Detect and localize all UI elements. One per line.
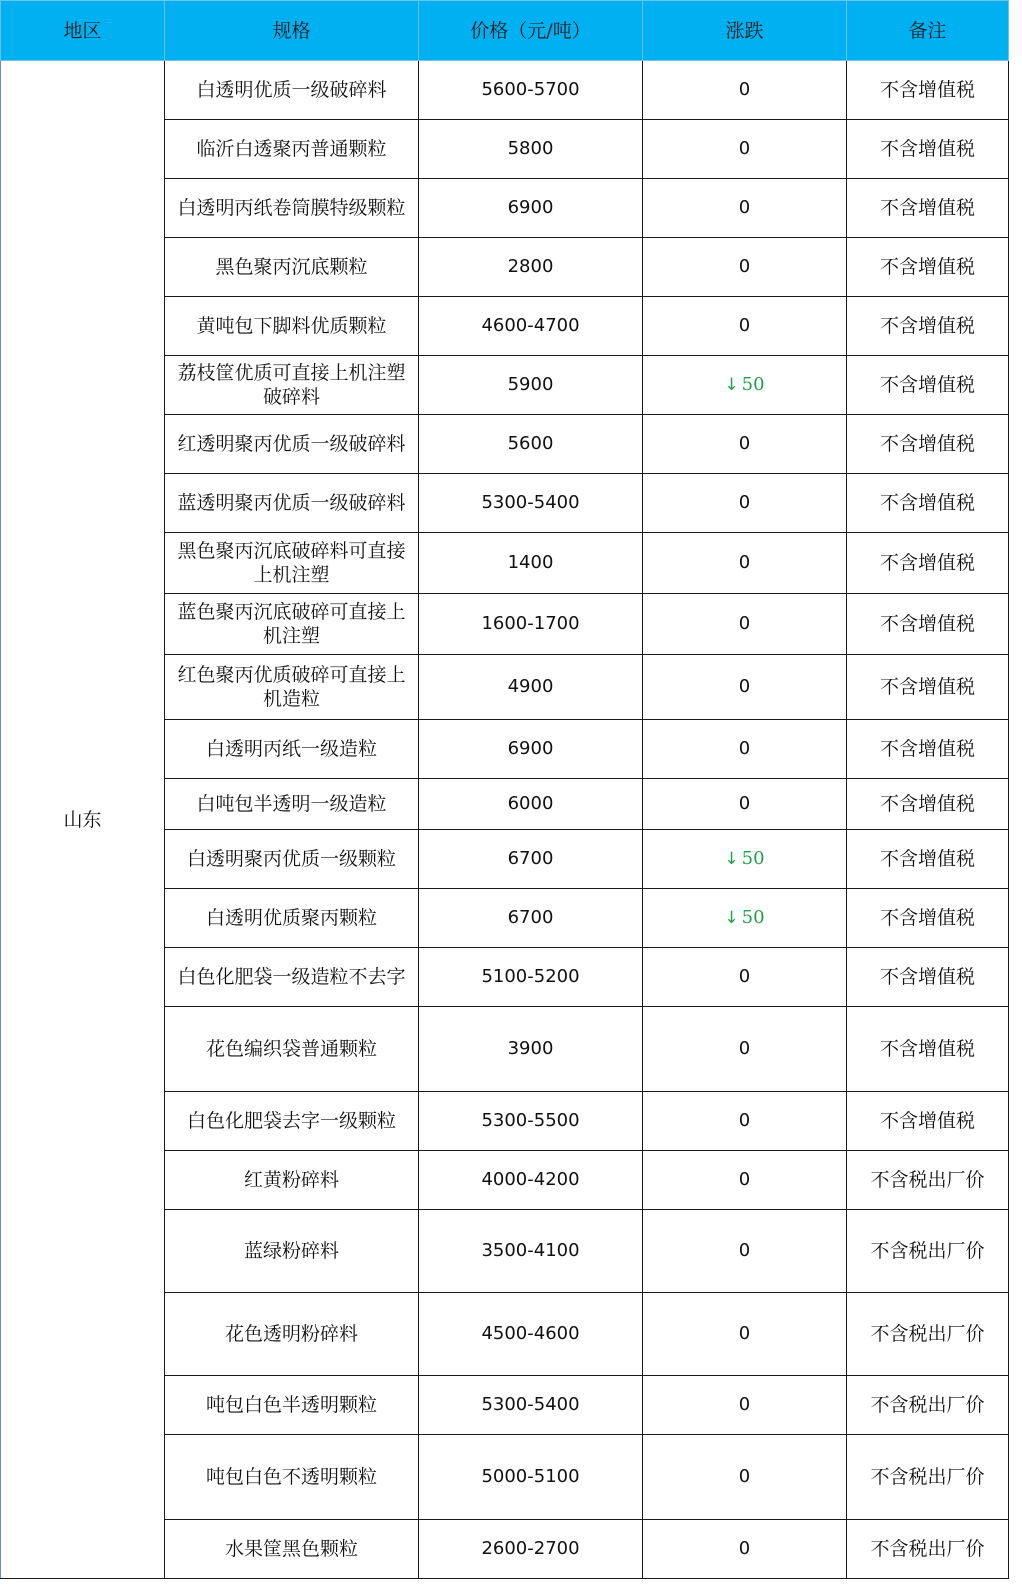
- change-value: 0: [738, 256, 751, 277]
- change-value: 0: [738, 492, 751, 513]
- note-cell: 不含增值税: [847, 779, 1009, 830]
- change-cell: [643, 238, 847, 297]
- price-cell: 4600-4700: [419, 297, 643, 356]
- arrow-down-icon: ↓: [724, 849, 739, 869]
- price-cell: 5900: [419, 356, 643, 415]
- spec-cell: 白透明聚丙优质一级颗粒: [165, 830, 419, 889]
- change-cell: [643, 948, 847, 1007]
- change-value: 0: [738, 738, 751, 759]
- price-cell: 5000-5100: [419, 1435, 643, 1520]
- note-cell: 不含税出厂价: [847, 1435, 1009, 1520]
- spec-cell: 花色编织袋普通颗粒: [165, 1007, 419, 1092]
- change-cell: [643, 889, 847, 948]
- change-cell: [643, 120, 847, 179]
- price-cell: 4000-4200: [419, 1151, 643, 1210]
- change-value: 0: [738, 1169, 751, 1190]
- spec-cell: 吨包白色不透明颗粒: [165, 1435, 419, 1520]
- change-cell: [643, 594, 847, 655]
- price-cell: 5300-5500: [419, 1092, 643, 1151]
- header-change: 涨跌: [643, 1, 847, 61]
- spec-cell: 蓝绿粉碎料: [165, 1210, 419, 1293]
- spec-cell: 白色化肥袋去字一级颗粒: [165, 1092, 419, 1151]
- spec-cell: 蓝透明聚丙优质一级破碎料: [165, 474, 419, 533]
- change-cell: [643, 297, 847, 356]
- change-value: 0: [738, 1038, 751, 1059]
- spec-cell: 水果筐黑色颗粒: [165, 1520, 419, 1579]
- note-cell: 不含增值税: [847, 179, 1009, 238]
- spec-cell: 红黄粉碎料: [165, 1151, 419, 1210]
- price-cell: 4900: [419, 655, 643, 720]
- change-cell: [643, 179, 847, 238]
- change-value: 50: [741, 907, 765, 928]
- price-cell: 5300-5400: [419, 474, 643, 533]
- spec-cell: 蓝色聚丙沉底破碎可直接上机注塑: [165, 594, 419, 655]
- table-body: [1, 61, 1009, 1579]
- note-cell: 不含增值税: [847, 889, 1009, 948]
- change-value: 50: [741, 848, 765, 869]
- spec-cell: 黑色聚丙沉底破碎料可直接上机注塑: [165, 533, 419, 594]
- change-value: 0: [738, 552, 751, 573]
- change-cell: [643, 415, 847, 474]
- spec-cell: 临沂白透聚丙普通颗粒: [165, 120, 419, 179]
- note-cell: 不含增值税: [847, 415, 1009, 474]
- change-value: 0: [738, 676, 751, 697]
- change-value: 0: [738, 315, 751, 336]
- spec-cell: 黑色聚丙沉底颗粒: [165, 238, 419, 297]
- change-value: 0: [738, 1538, 751, 1559]
- spec-cell: 白透明丙纸一级造粒: [165, 720, 419, 779]
- spec-cell: 吨包白色半透明颗粒: [165, 1376, 419, 1435]
- change-cell: [643, 830, 847, 889]
- price-down-indicator: [724, 374, 764, 395]
- price-cell: 5300-5400: [419, 1376, 643, 1435]
- note-cell: 不含增值税: [847, 1092, 1009, 1151]
- note-cell: 不含税出厂价: [847, 1210, 1009, 1293]
- spec-cell: 荔枝筐优质可直接上机注塑破碎料: [165, 356, 419, 415]
- spec-cell: 白透明丙纸卷筒膜特级颗粒: [165, 179, 419, 238]
- price-cell: 6900: [419, 179, 643, 238]
- change-cell: [643, 655, 847, 720]
- price-down-indicator: [724, 848, 764, 869]
- change-value: 0: [738, 1240, 751, 1261]
- change-cell: [643, 1007, 847, 1092]
- note-cell: 不含增值税: [847, 238, 1009, 297]
- header-row: [1, 1, 1009, 61]
- change-cell: [643, 779, 847, 830]
- change-value: 0: [738, 1323, 751, 1344]
- change-cell: [643, 1210, 847, 1293]
- table-row: [1, 61, 1009, 120]
- change-cell: [643, 356, 847, 415]
- change-value: 0: [738, 613, 751, 634]
- note-cell: 不含增值税: [847, 720, 1009, 779]
- price-cell: 2600-2700: [419, 1520, 643, 1579]
- spec-cell: 白透明优质一级破碎料: [165, 61, 419, 120]
- change-cell: [643, 474, 847, 533]
- spec-cell: 白透明优质聚丙颗粒: [165, 889, 419, 948]
- change-value: 0: [738, 793, 751, 814]
- note-cell: 不含增值税: [847, 655, 1009, 720]
- price-cell: 5600: [419, 415, 643, 474]
- spec-cell: 花色透明粉碎料: [165, 1293, 419, 1376]
- note-cell: 不含税出厂价: [847, 1376, 1009, 1435]
- change-value: 0: [738, 433, 751, 454]
- change-value: 0: [738, 1466, 751, 1487]
- note-cell: 不含增值税: [847, 120, 1009, 179]
- note-cell: 不含增值税: [847, 948, 1009, 1007]
- price-cell: 5600-5700: [419, 61, 643, 120]
- change-value: 0: [738, 966, 751, 987]
- note-cell: 不含增值税: [847, 474, 1009, 533]
- spec-cell: 白吨包半透明一级造粒: [165, 779, 419, 830]
- arrow-down-icon: ↓: [724, 908, 739, 928]
- spec-cell: 红透明聚丙优质一级破碎料: [165, 415, 419, 474]
- header-region: 地区: [1, 1, 165, 61]
- change-cell: [643, 1151, 847, 1210]
- price-cell: 6000: [419, 779, 643, 830]
- region-cell: 山东: [1, 61, 165, 1579]
- price-cell: 3500-4100: [419, 1210, 643, 1293]
- price-cell: 6700: [419, 889, 643, 948]
- price-cell: 5100-5200: [419, 948, 643, 1007]
- change-cell: [643, 1092, 847, 1151]
- note-cell: 不含税出厂价: [847, 1520, 1009, 1579]
- note-cell: 不含增值税: [847, 1007, 1009, 1092]
- change-value: 0: [738, 79, 751, 100]
- header-spec: 规格: [165, 1, 419, 61]
- spec-cell: 红色聚丙优质破碎可直接上机造粒: [165, 655, 419, 720]
- change-cell: [643, 1520, 847, 1579]
- price-cell: 1600-1700: [419, 594, 643, 655]
- note-cell: 不含税出厂价: [847, 1151, 1009, 1210]
- arrow-down-icon: ↓: [724, 375, 739, 395]
- note-cell: 不含增值税: [847, 533, 1009, 594]
- spec-cell: 白色化肥袋一级造粒不去字: [165, 948, 419, 1007]
- note-cell: 不含税出厂价: [847, 1293, 1009, 1376]
- price-cell: 6700: [419, 830, 643, 889]
- price-cell: 5800: [419, 120, 643, 179]
- change-cell: [643, 1293, 847, 1376]
- spec-cell: 黄吨包下脚料优质颗粒: [165, 297, 419, 356]
- note-cell: 不含增值税: [847, 61, 1009, 120]
- change-value: 0: [738, 1394, 751, 1415]
- change-cell: [643, 533, 847, 594]
- change-cell: [643, 1376, 847, 1435]
- change-value: 0: [738, 1110, 751, 1131]
- change-cell: [643, 61, 847, 120]
- change-value: 0: [738, 197, 751, 218]
- price-down-indicator: [724, 907, 764, 928]
- note-cell: 不含增值税: [847, 830, 1009, 889]
- change-cell: [643, 720, 847, 779]
- price-cell: 4500-4600: [419, 1293, 643, 1376]
- price-cell: 2800: [419, 238, 643, 297]
- note-cell: 不含增值税: [847, 297, 1009, 356]
- change-value: 50: [741, 374, 765, 395]
- note-cell: 不含增值税: [847, 356, 1009, 415]
- price-cell: 3900: [419, 1007, 643, 1092]
- price-cell: 6900: [419, 720, 643, 779]
- price-cell: 1400: [419, 533, 643, 594]
- change-value: 0: [738, 138, 751, 159]
- change-cell: [643, 1435, 847, 1520]
- header-note: 备注: [847, 1, 1009, 61]
- header-price: 价格（元/吨）: [419, 1, 643, 61]
- note-cell: 不含增值税: [847, 594, 1009, 655]
